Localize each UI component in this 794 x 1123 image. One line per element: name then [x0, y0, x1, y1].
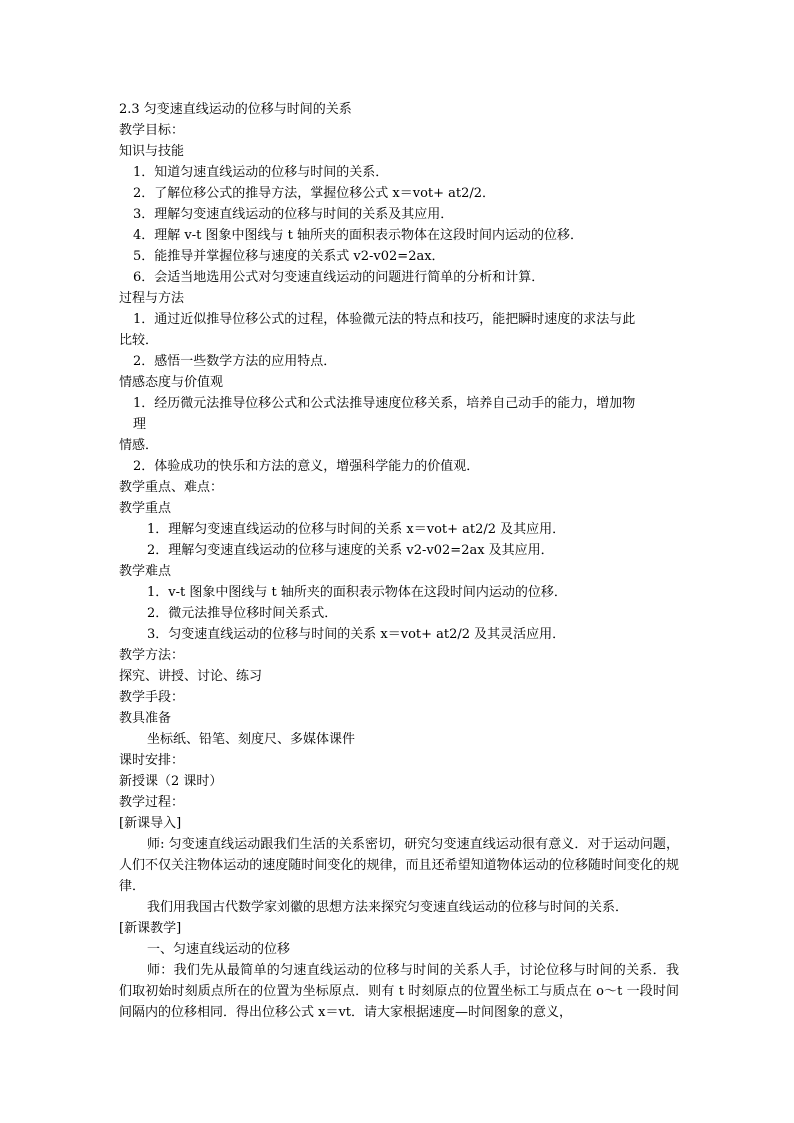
- difficult-item: 1．v-t 图象中图线与 t 轴所夹的面积表示物体在这段时间内运动的位移．: [147, 585, 567, 600]
- key-item: 2．理解匀变速直线运动的位移与速度的关系 v2-v02=2ax 及其应用．: [147, 543, 554, 558]
- section-paragraph: 师：我们先从最简单的匀速直线运动的位移与时间的关系人手，讨论位移与时间的关系．我们取初始时刻质点所在的位置为坐标原点．则有 t 时刻原点的位置坐标工与质点在 o～t 一段时间间隔内的位移相同．得出位移公式 x＝vt．请大家根据速度—时间图象的意义，: [119, 963, 679, 1020]
- means-heading: 教学手段：: [119, 690, 185, 705]
- goals-heading: 教学目标：: [119, 123, 185, 138]
- document-title: 2.3 匀变速直线运动的位移与时间的关系: [119, 102, 352, 117]
- emotion-item: 2．体验成功的快乐和方法的意义，增强科学能力的价值观．: [133, 459, 480, 474]
- knowledge-item: 6．会适当地选用公式对匀变速直线运动的问题进行简单的分析和计算．: [133, 270, 545, 285]
- process-item: 2．感悟一些数学方法的应用特点．: [133, 354, 337, 369]
- knowledge-heading: 知识与技能: [119, 144, 185, 159]
- key-heading: 教学重点: [119, 501, 172, 516]
- method-text: 探究、讲授、讨论、练习: [119, 669, 263, 684]
- process-item-continued: 比较．: [119, 333, 159, 348]
- difficult-heading: 教学难点: [119, 564, 172, 579]
- document-page: [119, 99, 679, 1023]
- intro-paragraph: 师: 匀变速直线运动跟我们生活的关系密切，研究匀变速直线运动很有意义．对于运动问题，人们不仅关注物体运动的速度随时间变化的规律，而且还希望知道物体运动的位移随时间变化的规律．: [119, 837, 679, 894]
- emotion-item-continued: 情感．: [119, 438, 159, 453]
- key-difficult-heading: 教学重点、难点：: [119, 480, 224, 495]
- schedule-text: 新授课（2 课时）: [119, 774, 223, 789]
- difficult-item: 3．匀变速直线运动的位移与时间的关系 x＝vot+ at2/2 及其灵活应用．: [147, 627, 566, 642]
- method-heading: 教学方法：: [119, 648, 185, 663]
- tools-heading: 教具准备: [119, 711, 172, 726]
- schedule-heading: 课时安排：: [119, 753, 185, 768]
- emotion-item-continued: 理: [133, 417, 147, 432]
- process-item: 1．通过近似推导位移公式的过程，体验微元法的特点和技巧，能把瞬时速度的求法与此: [133, 312, 636, 327]
- emotion-heading: 情感态度与价值观: [119, 375, 224, 390]
- knowledge-item: 5．能推导并掌握位移与速度的关系式 v2-v02=2ax．: [133, 249, 445, 264]
- knowledge-item: 1．知道匀速直线运动的位移与时间的关系．: [133, 165, 389, 180]
- difficult-item: 2．微元法推导位移时间关系式．: [147, 606, 338, 621]
- process-steps-heading: 教学过程：: [119, 795, 185, 810]
- knowledge-item: 3．理解匀变速直线运动的位移与时间的关系及其应用．: [133, 207, 454, 222]
- knowledge-item: 4．理解 v-t 图象中图线与 t 轴所夹的面积表示物体在这段时间内运动的位移．: [133, 228, 583, 243]
- intro-paragraph: 我们用我国古代数学家刘徽的思想方法来探究匀变速直线运动的位移与时间的关系．: [147, 900, 629, 915]
- process-heading: 过程与方法: [119, 291, 185, 306]
- emotion-item: 1．经历微元法推导位移公式和公式法推导速度位移关系，培养自己动手的能力，增加物: [133, 396, 636, 411]
- knowledge-item: 2．了解位移公式的推导方法，掌握位移公式 x＝vot+ at2/2．: [133, 186, 496, 201]
- key-item: 1．理解匀变速直线运动的位移与时间的关系 x＝vot+ at2/2 及其应用．: [147, 522, 566, 537]
- section-heading: 一、匀速直线运动的位移: [147, 942, 291, 957]
- intro-heading: [新课导入]: [119, 816, 182, 831]
- tools-text: 坐标纸、铅笔、刻度尺、多媒体课件: [147, 732, 356, 747]
- new-teaching-heading: [新课教学]: [119, 921, 182, 936]
